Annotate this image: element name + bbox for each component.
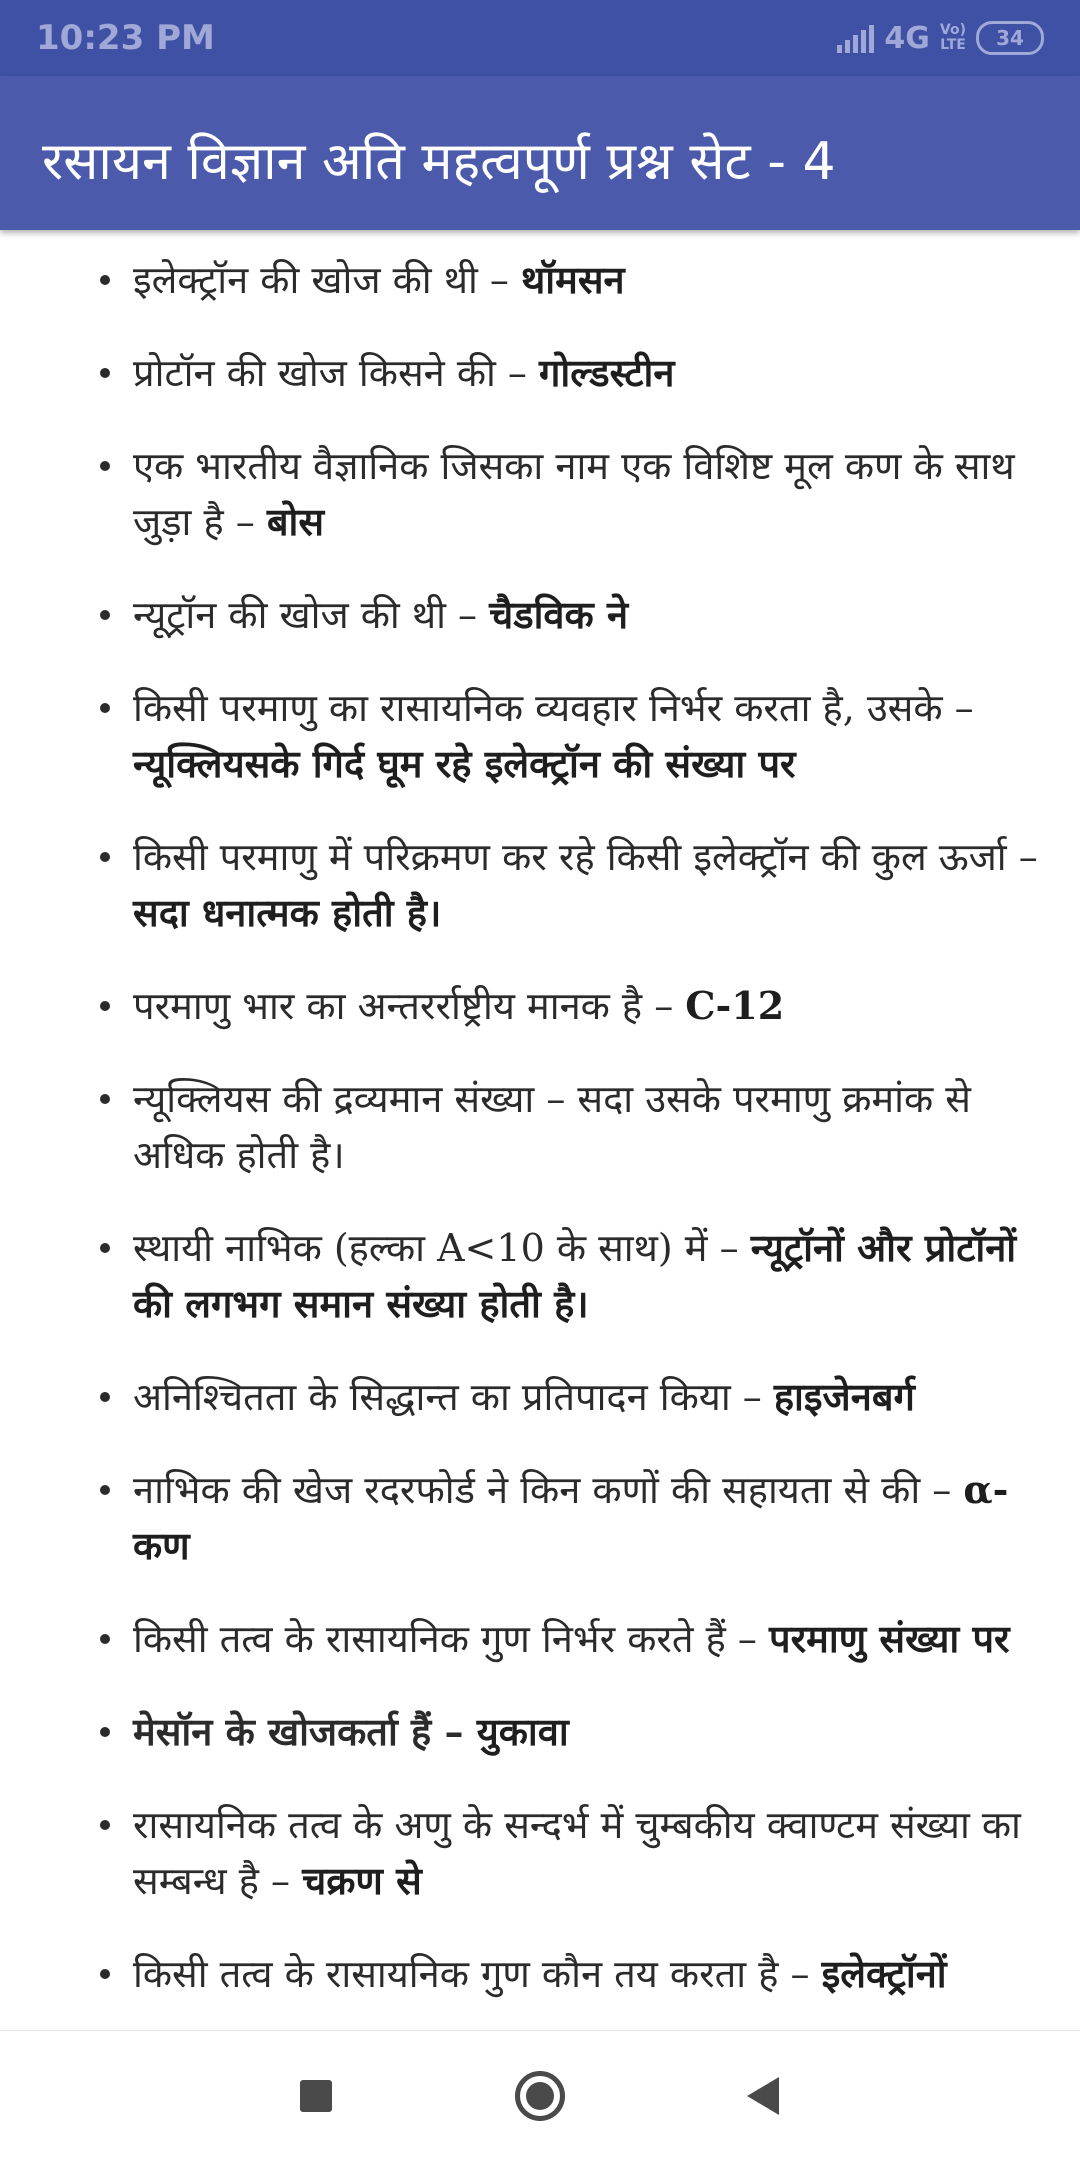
list-item [0, 978, 1053, 1034]
square-icon [300, 2080, 332, 2112]
question-text: न्यूक्लियस की द्रव्यमान संख्या [133, 1077, 535, 1121]
separator-dash: – [431, 1709, 477, 1754]
separator-dash: – [477, 258, 522, 302]
status-bar [0, 0, 1080, 76]
list-item [0, 345, 1053, 401]
question-text: नाभिक की खेज रदरफोर्ड ने किन कणों की सहायता से की [133, 1468, 921, 1512]
answer-text: थॉमसन [521, 257, 625, 302]
question-text: स्थायी नाभिक (हल्का A<10 के साथ) में [133, 1226, 708, 1270]
content-scroll[interactable] [0, 234, 1080, 2030]
status-time: 10:23 PM [36, 18, 215, 58]
question-text: इलेक्ट्रॉन की खोज की थी [133, 258, 478, 302]
list-item [0, 1071, 1053, 1183]
circle-icon [515, 2071, 565, 2121]
answer-text: गोल्डस्टीन [539, 350, 675, 395]
network-type: 4G [884, 20, 930, 56]
question-text: अनिश्चितता के सिद्धान्त का प्रतिपादन किया [133, 1375, 731, 1419]
answer-text: चक्रण से [302, 1858, 422, 1903]
list-item [0, 1220, 1053, 1332]
separator-dash: – [730, 1375, 774, 1419]
question-text: एक भारतीय वैज्ञानिक जिसका नाम एक विशिष्ट मूल कण के साथ जुड़ा है [133, 444, 1015, 544]
question-text: किसी परमाणु में परिक्रमण कर रहे किसी इलेक्ट्रॉन की कुल ऊर्जा [133, 835, 1007, 879]
separator-dash: – [942, 686, 974, 730]
question-text: परमाणु भार का अन्तरर्राष्ट्रीय मानक है [133, 984, 643, 1028]
volte-top: Vo) [939, 22, 966, 38]
separator-dash: – [707, 1226, 751, 1270]
answer-text: सदा धनात्मक होती है। [133, 890, 442, 935]
answer-text: α-कण [133, 1467, 1009, 1568]
question-text: प्रोटॉन की खोज किसने की [133, 351, 496, 395]
list-item [0, 1462, 1053, 1574]
question-text: किसी तत्व के रासायनिक गुण कौन तय करता है [133, 1952, 779, 1996]
separator-dash: – [534, 1077, 578, 1121]
answer-text: हाइजेनबर्ग [773, 1374, 915, 1419]
list-item [0, 829, 1053, 941]
list-item [0, 1704, 1053, 1760]
separator-dash: – [495, 351, 540, 395]
list-item [0, 1797, 1053, 1909]
recents-button[interactable] [236, 2031, 396, 2161]
question-text: मेसॉन के खोजकर्ता हैं [133, 1709, 432, 1754]
answer-text: C-12 [685, 983, 785, 1028]
separator-dash: – [445, 593, 490, 637]
separator-dash: – [920, 1468, 964, 1512]
list-item [0, 680, 1053, 792]
answer-text: इलेक्ट्रॉनों [821, 1951, 947, 1996]
navigation-bar [0, 2030, 1080, 2161]
answer-text: चैडविक ने [489, 592, 629, 637]
question-text: न्यूट्रॉन की खोज की थी [133, 593, 446, 637]
question-text: किसी परमाणु का रासायनिक व्यवहार निर्भर करता है, उसके [133, 686, 943, 730]
separator-dash: – [258, 1859, 303, 1903]
answer-text: युकावा [476, 1709, 569, 1754]
back-triangle-icon [747, 2077, 779, 2115]
question-text: रासायनिक तत्व के अणु के सन्दर्भ में चुम्बकीय क्वाण्टम संख्या का सम्बन्ध है [133, 1803, 1021, 1903]
separator-dash: – [1006, 835, 1038, 879]
answer-text: न्यूक्लियसके गिर्द घूम रहे इलेक्ट्रॉन की संख्या पर [133, 741, 796, 786]
volte-icon [940, 23, 966, 53]
status-icons [837, 16, 1044, 60]
list-item [0, 1369, 1053, 1425]
question-text: किसी तत्व के रासायनिक गुण निर्भर करते हैं [133, 1617, 726, 1661]
separator-dash: – [725, 1617, 770, 1661]
answer-text: परमाणु संख्या पर [769, 1616, 1010, 1661]
separator-dash: – [223, 500, 267, 544]
answer-text-plain: सदा उसके परमाणु क्रमांक से अधिक होती है। [133, 1077, 971, 1177]
list-item [0, 1946, 1053, 2002]
list-item [0, 1611, 1053, 1667]
page-title: रसायन विज्ञान अति महत्वपूर्ण प्रश्न सेट - 4 [42, 132, 836, 192]
answer-text: बोस [266, 499, 325, 544]
battery-icon [976, 21, 1044, 55]
app-bar [0, 76, 1080, 230]
separator-dash: – [642, 984, 686, 1028]
qa-list [0, 252, 1053, 2030]
list-item [0, 252, 1053, 308]
answer-text: न्यूट्रॉनों और प्रोटॉनों की लगभग समान संख्या होती है। [133, 1225, 1017, 1326]
list-item [0, 438, 1053, 550]
home-button[interactable] [460, 2031, 620, 2161]
battery-level: 34 [996, 26, 1024, 50]
list-item [0, 587, 1053, 643]
back-button[interactable] [683, 2031, 843, 2161]
volte-bottom: LTE [940, 37, 966, 53]
signal-icon [837, 23, 874, 53]
separator-dash: – [778, 1952, 822, 1996]
